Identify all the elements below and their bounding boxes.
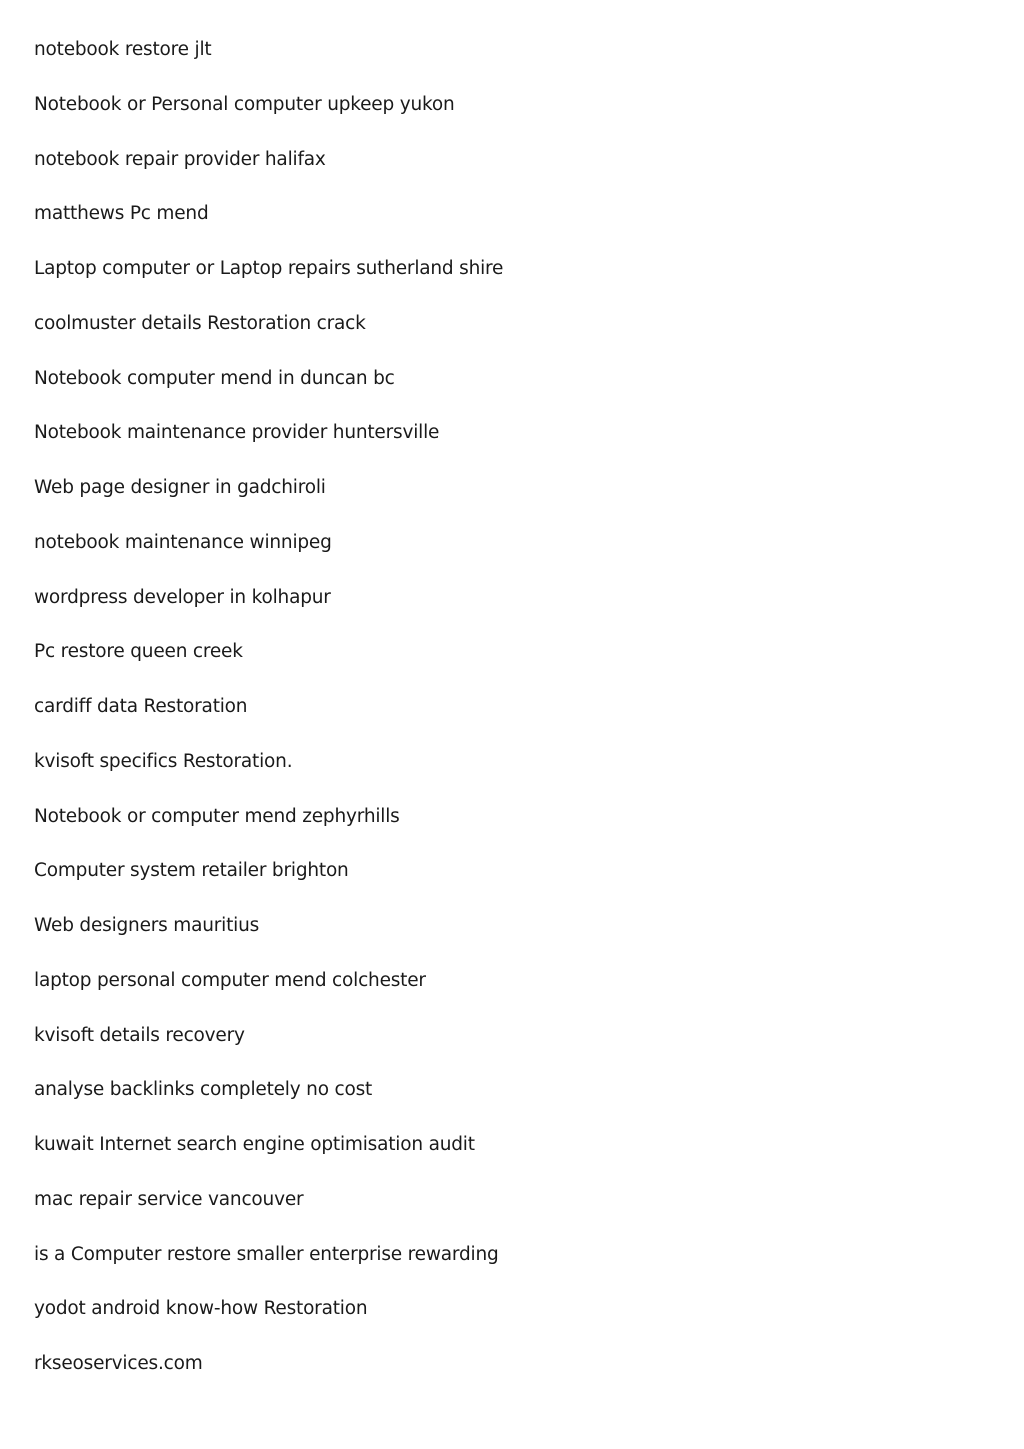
link-item[interactable]: Notebook computer mend in duncan bc	[34, 367, 395, 389]
link-item[interactable]: coolmuster details Restoration crack	[34, 312, 366, 334]
list-item	[34, 419, 503, 474]
list-item	[34, 912, 503, 967]
list-item	[34, 1350, 503, 1405]
link-item[interactable]: Laptop computer or Laptop repairs sutherland shire	[34, 258, 504, 279]
list-item	[34, 1186, 503, 1241]
list-item	[34, 1241, 503, 1296]
link-item[interactable]: cardiff data Restoration	[34, 696, 248, 717]
link-item[interactable]: laptop personal computer mend colchester	[34, 969, 426, 991]
list-item	[34, 584, 503, 639]
list-item	[34, 365, 503, 420]
list-item	[34, 748, 503, 803]
link-item[interactable]: notebook maintenance winnipeg	[34, 531, 332, 553]
list-item	[34, 1076, 503, 1131]
link-item[interactable]: kvisoft specifics Restoration.	[34, 750, 293, 772]
link-item[interactable]: wordpress developer in kolhapur	[34, 586, 331, 608]
link-item[interactable]: notebook restore jlt	[34, 39, 212, 60]
list-item	[34, 693, 503, 748]
list-item	[34, 200, 503, 255]
list-item	[34, 91, 503, 146]
list-item	[34, 857, 503, 912]
list-item	[34, 1295, 503, 1350]
link-item[interactable]: is a Computer restore smaller enterprise rewarding	[34, 1243, 499, 1265]
link-item[interactable]: mac repair service vancouver	[34, 1188, 304, 1210]
link-item[interactable]: Notebook maintenance provider huntersville	[34, 422, 440, 444]
link-item[interactable]: Notebook or computer mend zephyrhills	[34, 805, 400, 827]
link-item[interactable]: notebook repair provider halifax	[34, 148, 326, 170]
link-item[interactable]: Notebook or Personal computer upkeep yukon	[34, 93, 455, 115]
link-item[interactable]: kuwait Internet search engine optimisation audit	[34, 1134, 475, 1155]
link-item[interactable]: Pc restore queen creek	[34, 641, 243, 663]
list-item	[34, 146, 503, 201]
list-item	[34, 638, 503, 693]
link-item[interactable]: Computer system retailer brighton	[34, 860, 349, 882]
list-item	[34, 529, 503, 584]
list-item	[34, 255, 503, 310]
link-list	[34, 36, 503, 1405]
list-item	[34, 310, 503, 365]
link-item[interactable]: matthews Pc mend	[34, 203, 209, 225]
list-item	[34, 36, 503, 91]
link-item[interactable]: yodot android know-how Restoration	[34, 1298, 368, 1320]
link-item[interactable]: analyse backlinks completely no cost	[34, 1079, 373, 1101]
link-item[interactable]: Web page designer in gadchiroli	[34, 477, 326, 498]
list-item	[34, 1022, 503, 1077]
link-item[interactable]: Web designers mauritius	[34, 915, 260, 936]
link-item[interactable]: rkseoservices.com	[34, 1353, 203, 1374]
link-item[interactable]: kvisoft details recovery	[34, 1024, 245, 1046]
list-item	[34, 967, 503, 1022]
list-item	[34, 1131, 503, 1186]
list-item	[34, 474, 503, 529]
list-item	[34, 803, 503, 858]
